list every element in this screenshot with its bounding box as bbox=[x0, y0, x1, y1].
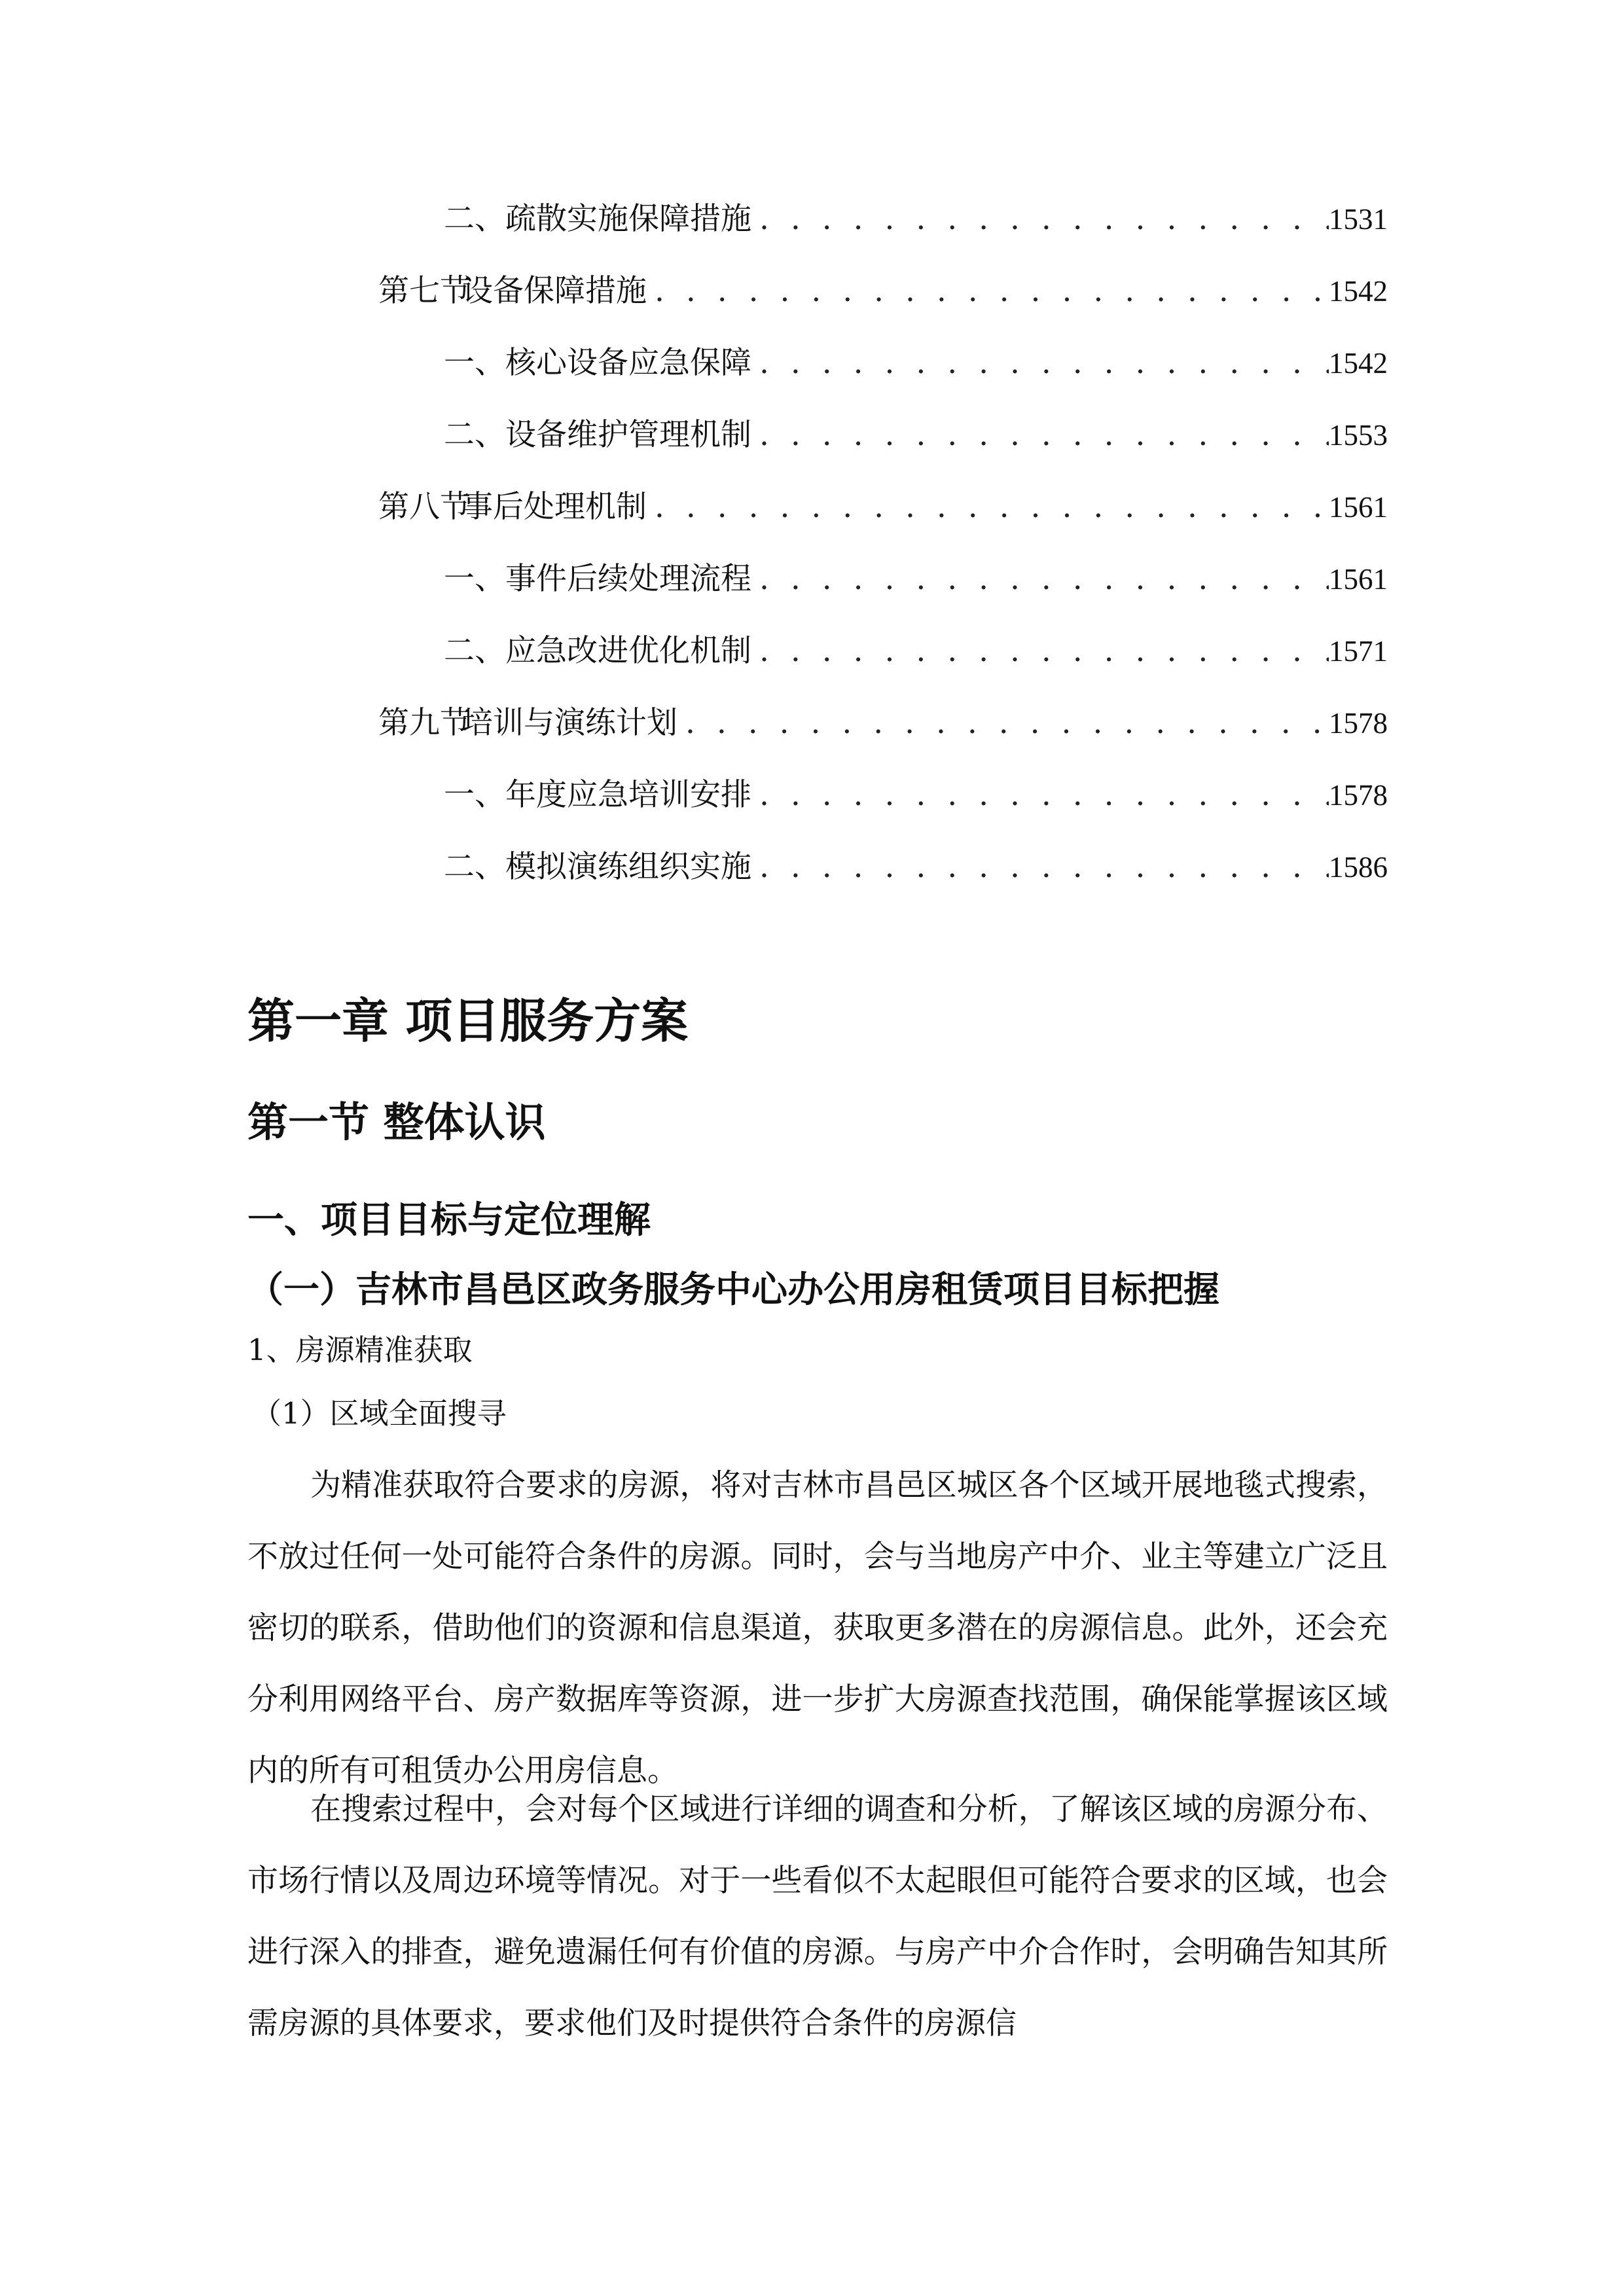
toc-page-number: 1578 bbox=[1329, 779, 1388, 812]
toc-entry-number: 第七节 bbox=[378, 273, 471, 309]
toc-leader-dots bbox=[647, 265, 1329, 317]
toc-page-number: 1561 bbox=[1329, 491, 1388, 524]
toc-page-number: 1531 bbox=[1329, 203, 1388, 236]
toc-entry[interactable] bbox=[444, 841, 1388, 893]
toc-page-number: 1561 bbox=[1329, 563, 1388, 596]
section-heading: 第一节 整体认识 bbox=[247, 1098, 546, 1146]
toc-entry[interactable] bbox=[444, 553, 1388, 605]
toc-entry-title: 核心设备应急保障 bbox=[505, 345, 751, 381]
toc-entry[interactable] bbox=[378, 481, 1388, 533]
subitem-heading: （1）区域全面搜寻 bbox=[252, 1396, 507, 1431]
toc-page-number: 1553 bbox=[1329, 419, 1388, 452]
toc-leader-dots bbox=[677, 697, 1329, 749]
toc-entry[interactable] bbox=[444, 409, 1388, 461]
subsubsection-heading: （一）吉林市昌邑区政务服务中心办公用房租赁项目目标把握 bbox=[247, 1268, 1220, 1310]
item-heading: 1、房源精准获取 bbox=[247, 1333, 473, 1367]
toc-entry-number: 一、 bbox=[444, 561, 505, 597]
toc-leader-dots bbox=[751, 625, 1329, 677]
toc-entry-title: 事后处理机制 bbox=[462, 489, 647, 525]
body-paragraph: 为精准获取符合要求的房源，将对吉林市昌邑区城区各个区域开展地毯式搜索，不放过任何一处可能符合条件的房源。同时，会与当地房产中介、业主等建立广泛且密切的联系，借助他们的资源和信息渠道，获取更多潜在的房源信息。此外，还会充分利用网络平台、房产数据库等资源，进一步扩大房源查找范围，确保能掌握该区域内的所有可租赁办公用房信息。 bbox=[247, 1467, 1388, 1789]
toc-entry[interactable] bbox=[444, 625, 1388, 677]
toc-entry-title: 事件后续处理流程 bbox=[505, 561, 751, 597]
toc-entry-number: 第九节 bbox=[378, 705, 471, 741]
toc-entry-number: 一、 bbox=[444, 345, 505, 381]
toc-leader-dots bbox=[751, 193, 1329, 245]
toc-entry-title: 模拟演练组织实施 bbox=[505, 849, 751, 885]
toc-entry-title: 疏散实施保障措施 bbox=[505, 201, 751, 237]
toc-entry-number: 二、 bbox=[444, 633, 505, 669]
toc-entry-title: 设备保障措施 bbox=[462, 273, 647, 309]
toc-page-number: 1542 bbox=[1329, 275, 1388, 308]
toc-leader-dots bbox=[751, 841, 1329, 893]
toc-entry-number: 第八节 bbox=[378, 489, 471, 525]
toc-entry-title: 设备维护管理机制 bbox=[505, 417, 751, 453]
toc-page-number: 1571 bbox=[1329, 635, 1388, 668]
toc-leader-dots bbox=[647, 481, 1329, 533]
toc-entry-number: 二、 bbox=[444, 417, 505, 453]
toc-entry-number: 二、 bbox=[444, 201, 505, 237]
toc-entry[interactable] bbox=[444, 193, 1388, 245]
toc-page-number: 1542 bbox=[1329, 347, 1388, 380]
toc-page-number: 1586 bbox=[1329, 851, 1388, 884]
subsection-heading: 一、项目目标与定位理解 bbox=[247, 1199, 651, 1242]
toc-entry-title: 年度应急培训安排 bbox=[505, 777, 751, 813]
toc-entry-title: 应急改进优化机制 bbox=[505, 633, 751, 669]
toc-leader-dots bbox=[751, 409, 1329, 461]
toc-entry-number: 一、 bbox=[444, 777, 505, 813]
chapter-heading: 第一章 项目服务方案 bbox=[247, 994, 689, 1049]
toc-entry-number: 二、 bbox=[444, 849, 505, 885]
toc-leader-dots bbox=[751, 337, 1329, 389]
body-paragraph: 在搜索过程中，会对每个区域进行详细的调查和分析，了解该区域的房源分布、市场行情以及周边环境等情况。对于一些看似不太起眼但可能符合要求的区域，也会进行深入的排查，避免遗漏任何有价值的房源。与房产中介合作时，会明确告知其所需房源的具体要求，要求他们及时提供符合条件的房源信 bbox=[247, 1791, 1388, 2041]
toc-leader-dots bbox=[751, 769, 1329, 821]
toc-entry[interactable] bbox=[378, 265, 1388, 317]
toc-entry[interactable] bbox=[444, 769, 1388, 821]
toc-entry[interactable] bbox=[444, 337, 1388, 389]
toc-entry[interactable] bbox=[378, 697, 1388, 749]
toc-leader-dots bbox=[751, 553, 1329, 605]
toc-page-number: 1578 bbox=[1329, 707, 1388, 740]
toc-entry-title: 培训与演练计划 bbox=[462, 705, 677, 741]
